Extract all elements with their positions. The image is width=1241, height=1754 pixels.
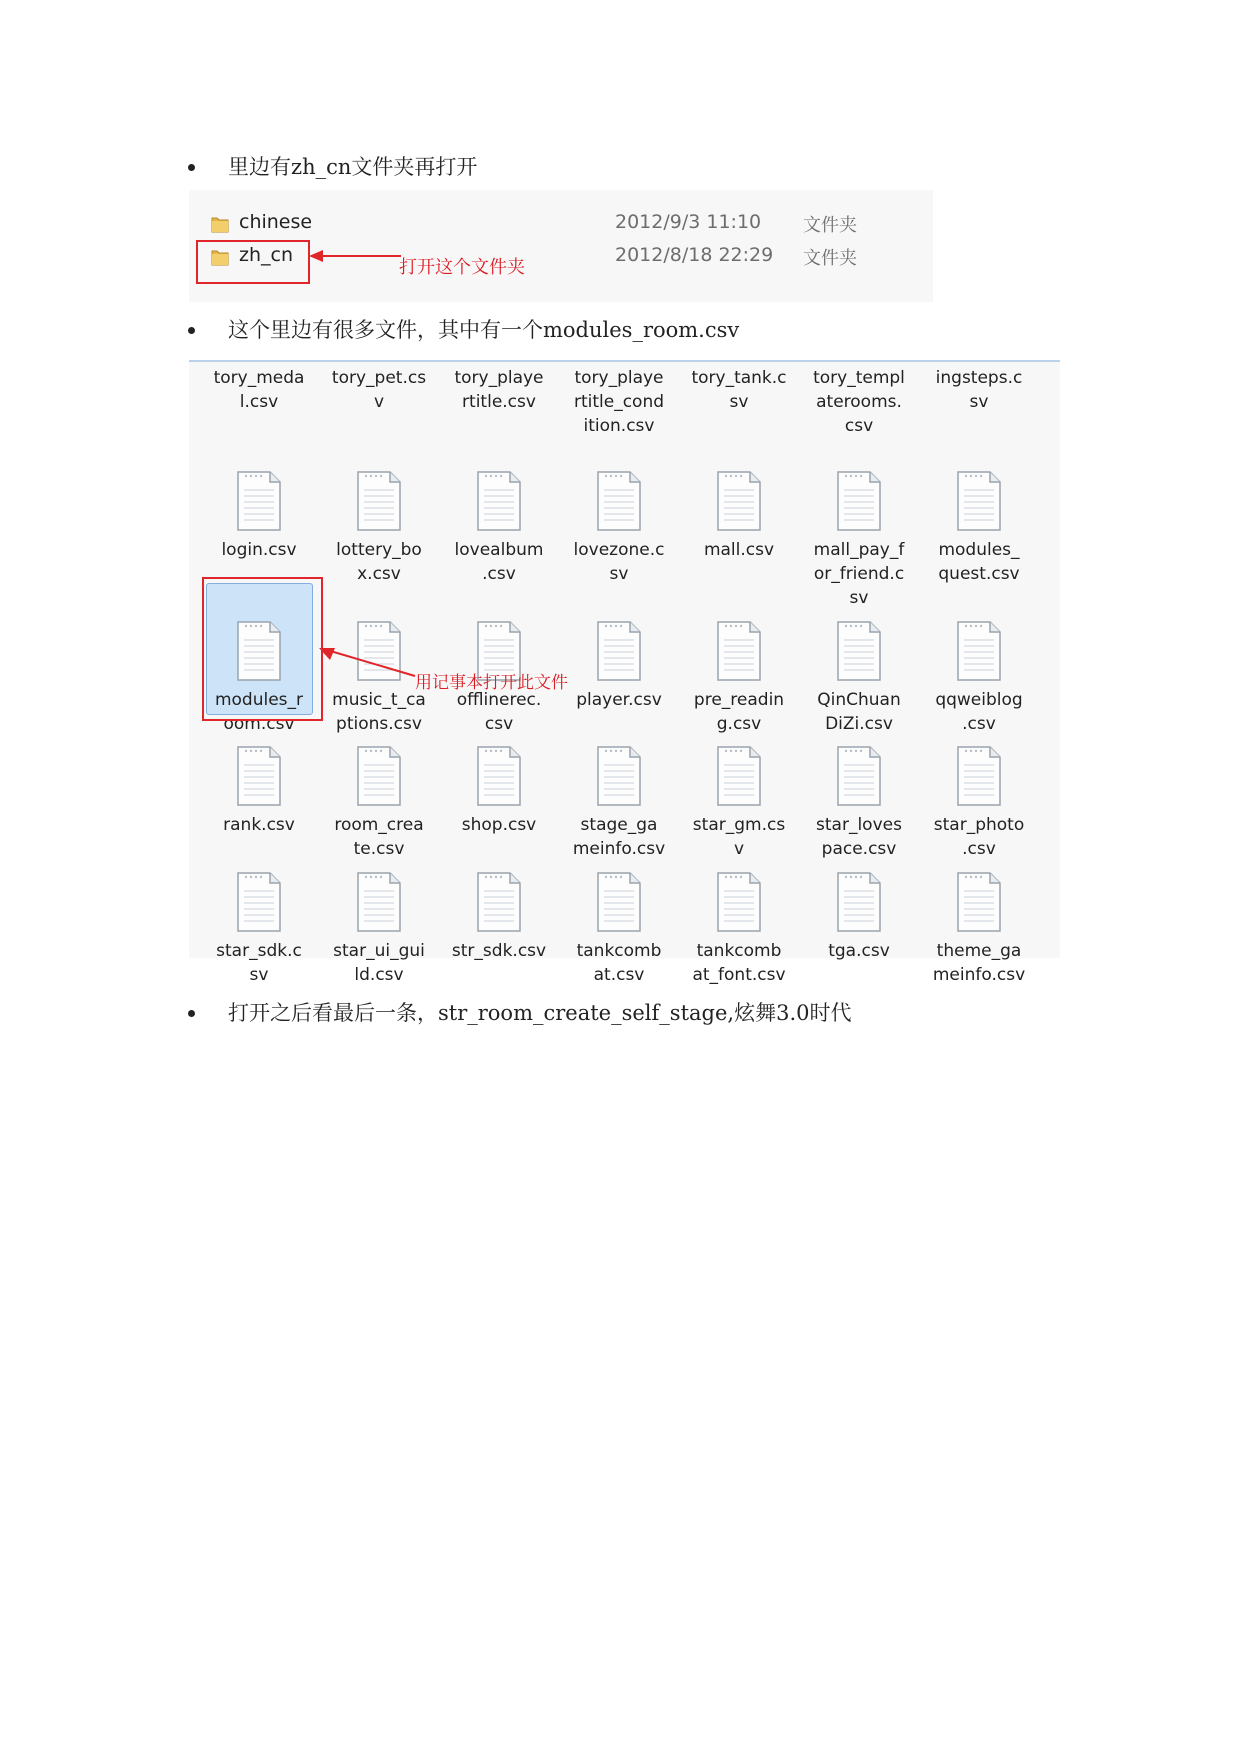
file-name: lovezone.c sv (573, 540, 665, 584)
document-icon (682, 470, 796, 532)
file-item[interactable] (202, 745, 316, 837)
file-name: QinChuan DiZi.csv (817, 690, 901, 734)
file-item[interactable] (322, 745, 436, 861)
file-item[interactable] (322, 470, 436, 586)
folder-name: chinese (239, 211, 313, 233)
document-icon (322, 470, 436, 532)
step-3-text: 打开之后看最后一条，str_room_create_self_stage,炫舞3.0时代 (228, 1001, 852, 1025)
document-icon (922, 871, 1036, 933)
file-item[interactable] (442, 745, 556, 837)
file-item[interactable] (922, 620, 1036, 736)
step-1 (188, 153, 477, 181)
bullet-icon (188, 164, 195, 171)
folder-list-screenshot (189, 190, 933, 302)
highlight-box (202, 577, 323, 721)
file-name: lovealbum .csv (454, 540, 544, 584)
file-name: str_sdk.csv (451, 941, 547, 961)
file-name: modules_ quest.csv (938, 540, 1020, 584)
file-item[interactable] (442, 470, 556, 586)
file-item[interactable] (562, 871, 676, 987)
document-icon (922, 620, 1036, 682)
document-icon (322, 745, 436, 807)
bullet-icon (188, 1010, 195, 1017)
folder-date: 2012/8/18 22:29 (615, 244, 774, 266)
arrow-icon (307, 246, 403, 266)
document-icon (562, 745, 676, 807)
step-1-text: 里边有zh_cn文件夹再打开 (228, 155, 478, 179)
file-item[interactable] (442, 871, 556, 963)
document-icon (442, 871, 556, 933)
file-grid-screenshot (189, 360, 1060, 985)
file-name: star_sdk.c sv (216, 941, 302, 985)
folder-name: zh_cn (239, 244, 294, 266)
file-item[interactable] (682, 620, 796, 736)
folder-row-chinese[interactable] (189, 206, 933, 240)
file-name: star_loves pace.csv (816, 815, 902, 859)
file-name: star_gm.cs v (692, 815, 786, 859)
file-item[interactable] (682, 470, 796, 562)
document-icon (922, 470, 1036, 532)
document-icon (802, 745, 916, 807)
file-item[interactable] (922, 366, 1036, 414)
file-name: ingsteps.c sv (935, 368, 1023, 412)
file-item[interactable] (682, 366, 796, 414)
file-item[interactable] (562, 470, 676, 586)
file-name: stage_ga meinfo.csv (572, 815, 666, 859)
file-item[interactable] (442, 366, 556, 414)
file-item[interactable] (922, 871, 1036, 987)
step-2-text: 这个里边有很多文件，其中有一个modules_room.csv (228, 318, 740, 342)
file-item[interactable] (322, 871, 436, 987)
file-item[interactable] (322, 366, 436, 414)
document-icon (802, 871, 916, 933)
file-name: tory_playe rtitle.csv (454, 368, 544, 412)
file-name: theme_ga meinfo.csv (932, 941, 1026, 985)
document-icon (442, 745, 556, 807)
file-name: tory_tank.c sv (691, 368, 787, 412)
file-name: shop.csv (461, 815, 537, 835)
document-icon (562, 470, 676, 532)
file-item[interactable] (802, 871, 916, 963)
file-name: tankcomb at.csv (576, 941, 662, 985)
folder-type: 文件夹 (803, 248, 857, 269)
file-item[interactable] (922, 745, 1036, 861)
document-icon (682, 871, 796, 933)
file-name: tory_pet.cs v (331, 368, 427, 412)
document-icon (682, 745, 796, 807)
document-icon (922, 745, 1036, 807)
file-item[interactable] (682, 745, 796, 861)
document-icon (322, 871, 436, 933)
file-item[interactable] (202, 366, 316, 414)
document-icon (202, 745, 316, 807)
file-item[interactable] (802, 470, 916, 610)
document-icon (802, 470, 916, 532)
folder-date: 2012/9/3 11:10 (615, 211, 762, 233)
step-3 (188, 999, 851, 1027)
file-name: tory_playe rtitle_cond ition.csv (573, 368, 665, 436)
document-icon (562, 871, 676, 933)
step-2 (188, 316, 739, 344)
file-item[interactable] (802, 745, 916, 861)
file-name: mall_pay_f or_friend.c sv (813, 540, 905, 608)
document-icon (442, 470, 556, 532)
file-item[interactable] (682, 871, 796, 987)
file-name: star_photo .csv (933, 815, 1025, 859)
file-name: pre_readin g.csv (693, 690, 785, 734)
file-item[interactable] (562, 620, 676, 712)
file-name: tory_meda l.csv (213, 368, 305, 412)
file-item[interactable] (202, 470, 316, 562)
document-icon (802, 620, 916, 682)
file-name: qqweiblog .csv (935, 690, 1023, 734)
document-icon (562, 620, 676, 682)
file-item[interactable] (562, 745, 676, 861)
document-icon (682, 620, 796, 682)
folder-icon (209, 213, 231, 235)
file-item[interactable] (202, 871, 316, 987)
file-item[interactable] (922, 470, 1036, 586)
file-item[interactable] (802, 620, 916, 736)
annotation-open-with-notepad: 用记事本打开此文件 (415, 673, 568, 693)
file-name: mall.csv (703, 540, 775, 560)
arrow-icon (317, 644, 417, 684)
file-name: login.csv (221, 540, 297, 560)
highlight-box (196, 240, 310, 284)
document-icon (202, 470, 316, 532)
file-name: modules_r oom.csv (214, 690, 304, 734)
file-name: player.csv (576, 690, 662, 710)
file-name: offlinerec. csv (456, 690, 542, 734)
file-name: music_t_ca ptions.csv (332, 690, 426, 734)
document-icon (202, 871, 316, 933)
file-item[interactable] (802, 366, 916, 438)
file-name: room_crea te.csv (334, 815, 424, 859)
annotation-open-folder: 打开这个文件夹 (399, 257, 525, 278)
file-name: rank.csv (223, 815, 295, 835)
folder-type: 文件夹 (803, 215, 857, 236)
file-name: tankcomb at_font.csv (692, 941, 786, 985)
bullet-icon (188, 327, 195, 334)
file-item[interactable] (562, 366, 676, 438)
file-name: tory_templ aterooms. csv (813, 368, 905, 436)
file-name: star_ui_gui ld.csv (333, 941, 425, 985)
file-name: tga.csv (828, 941, 890, 961)
file-name: lottery_bo x.csv (336, 540, 422, 584)
